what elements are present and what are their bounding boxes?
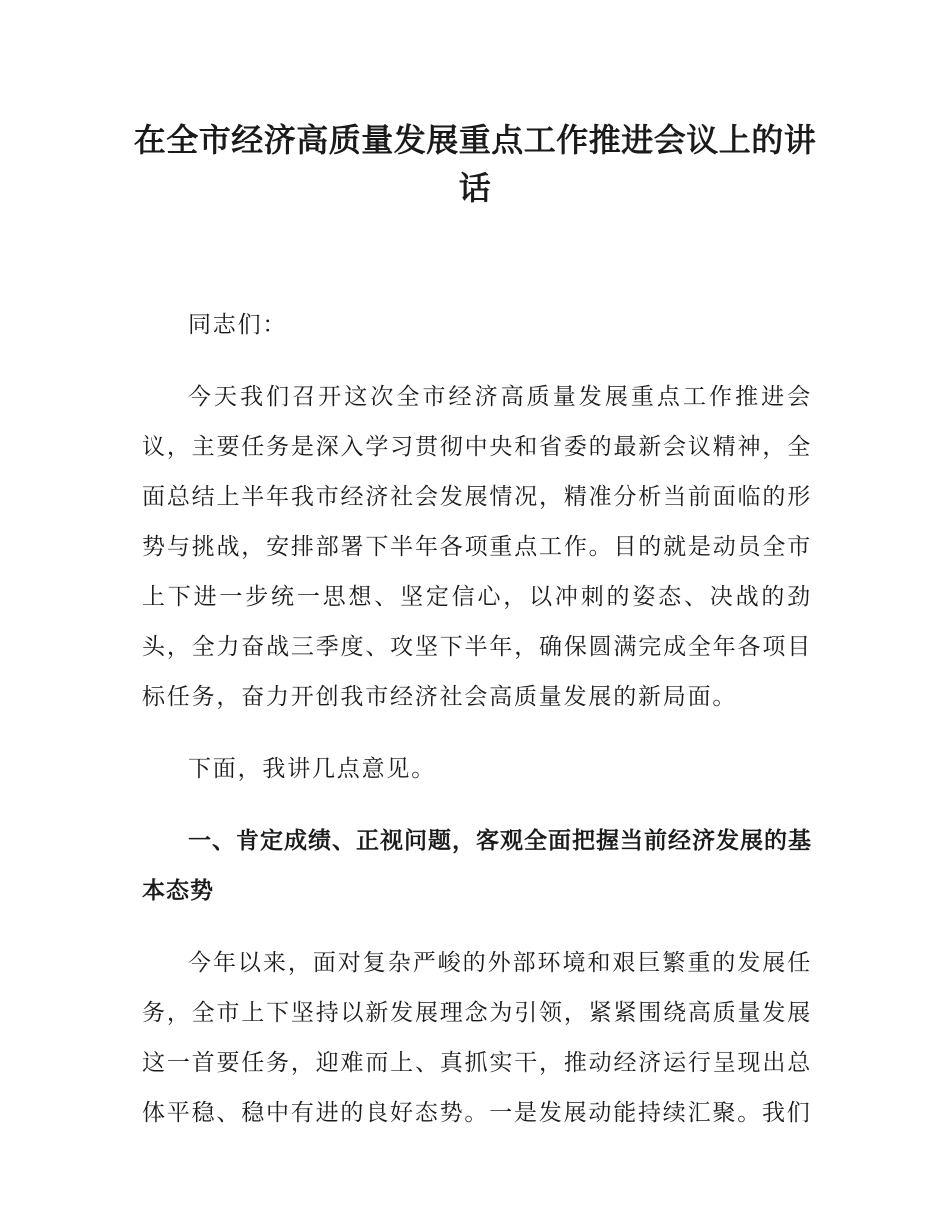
document-title: 在全市经济高质量发展重点工作推进会议上的讲话: [133, 121, 817, 207]
section-paragraph: 今年以来，面对复杂严峻的外部环境和艰巨繁重的发展任务，全市上下坚持以新发展理念为引领，紧紧围绕高质量发展这一首要任务，迎难而上、真抓实干，推动经济运行呈现出总体平稳、稳中有进的良好态势。一是发展动能持续汇聚。我们: [142, 950, 812, 1126]
section-heading: 一、肯定成绩、正视问题，客观全面把握当前经济发展的基本态势: [142, 828, 812, 904]
greeting: 同志们：: [188, 312, 288, 338]
transition-paragraph: 下面，我讲几点意见。: [188, 756, 436, 782]
document-body: [142, 300, 812, 1160]
intro-paragraph: 今天我们召开这次全市经济高质量发展重点工作推进会议，主要任务是深入学习贯彻中央和省委的最新会议精神，全面总结上半年我市经济社会发展情况，精准分析当前面临的形势与挑战，安排部署下半年各项重点工作。目的就是动员全市上下进一步统一思想、坚定信心，以冲刺的姿态、决战的劲头，全力奋战三季度、攻坚下半年，确保圆满完成全年各项目标任务，奋力开创我市经济社会高质量发展的新局面。: [142, 384, 812, 710]
